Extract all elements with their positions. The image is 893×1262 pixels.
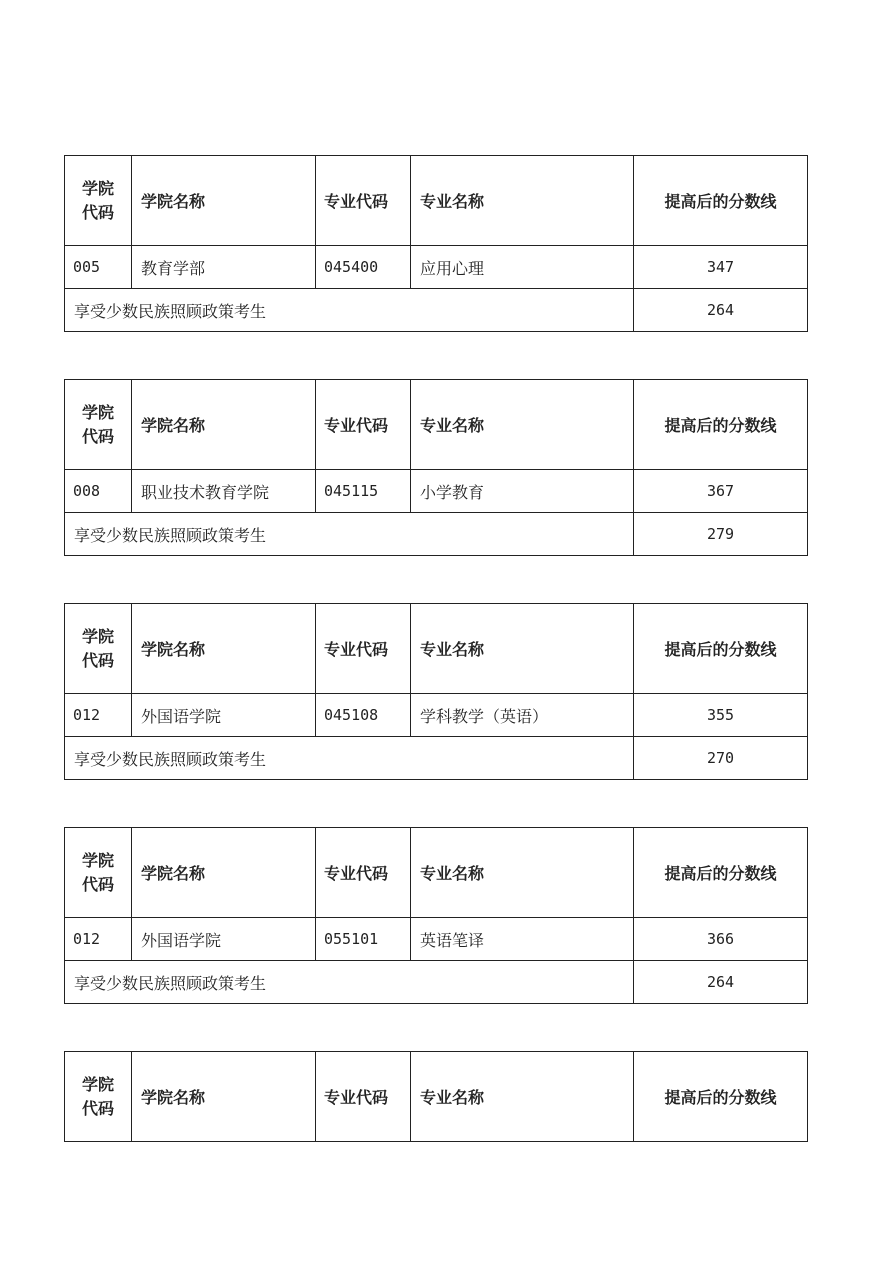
header-major-name: 专业名称	[411, 604, 634, 694]
header-major-code: 专业代码	[316, 828, 411, 918]
policy-label-cell: 享受少数民族照顾政策考生	[65, 513, 634, 556]
major-name-cell: 学科教学（英语）	[411, 694, 634, 737]
header-college-code: 学院 代码	[65, 604, 132, 694]
policy-score-cell: 279	[634, 513, 808, 556]
header-major-name: 专业名称	[411, 828, 634, 918]
major-name-cell: 英语笔译	[411, 918, 634, 961]
header-major-code: 专业代码	[316, 1052, 411, 1142]
score-cell: 367	[634, 470, 808, 513]
header-college-name: 学院名称	[132, 1052, 316, 1142]
table-header-row	[65, 156, 808, 246]
score-cell: 355	[634, 694, 808, 737]
table-row	[65, 918, 808, 961]
header-college-code: 学院 代码	[65, 828, 132, 918]
policy-label-cell: 享受少数民族照顾政策考生	[65, 289, 634, 332]
table-header-row	[65, 380, 808, 470]
table-header-row	[65, 828, 808, 918]
table-row	[65, 470, 808, 513]
table-row	[65, 694, 808, 737]
major-code-cell: 045115	[316, 470, 411, 513]
header-score: 提高后的分数线	[634, 380, 808, 470]
policy-row	[65, 289, 808, 332]
header-college-name: 学院名称	[132, 156, 316, 246]
policy-row	[65, 961, 808, 1004]
college-code-cell: 012	[65, 918, 132, 961]
header-college-code: 学院 代码	[65, 380, 132, 470]
policy-label-cell: 享受少数民族照顾政策考生	[65, 961, 634, 1004]
header-score: 提高后的分数线	[634, 156, 808, 246]
college-name-cell: 职业技术教育学院	[132, 470, 316, 513]
college-code-cell: 008	[65, 470, 132, 513]
score-table-4	[64, 827, 808, 1004]
header-college-code: 学院 代码	[65, 156, 132, 246]
header-major-code: 专业代码	[316, 380, 411, 470]
header-college-name: 学院名称	[132, 380, 316, 470]
policy-row	[65, 513, 808, 556]
score-table-1	[64, 155, 808, 332]
score-cell: 366	[634, 918, 808, 961]
header-score: 提高后的分数线	[634, 828, 808, 918]
college-code-cell: 005	[65, 246, 132, 289]
header-major-code: 专业代码	[316, 604, 411, 694]
score-table-2	[64, 379, 808, 556]
policy-score-cell: 264	[634, 289, 808, 332]
header-college-name: 学院名称	[132, 604, 316, 694]
header-college-code: 学院 代码	[65, 1052, 132, 1142]
policy-score-cell: 270	[634, 737, 808, 780]
header-major-code: 专业代码	[316, 156, 411, 246]
college-name-cell: 教育学部	[132, 246, 316, 289]
major-name-cell: 应用心理	[411, 246, 634, 289]
score-cell: 347	[634, 246, 808, 289]
college-name-cell: 外国语学院	[132, 918, 316, 961]
score-table-5	[64, 1051, 808, 1142]
header-score: 提高后的分数线	[634, 1052, 808, 1142]
header-college-name: 学院名称	[132, 828, 316, 918]
major-code-cell: 045108	[316, 694, 411, 737]
table-header-row	[65, 1052, 808, 1142]
major-code-cell: 055101	[316, 918, 411, 961]
policy-label-cell: 享受少数民族照顾政策考生	[65, 737, 634, 780]
score-table-3	[64, 603, 808, 780]
policy-score-cell: 264	[634, 961, 808, 1004]
major-name-cell: 小学教育	[411, 470, 634, 513]
college-name-cell: 外国语学院	[132, 694, 316, 737]
major-code-cell: 045400	[316, 246, 411, 289]
college-code-cell: 012	[65, 694, 132, 737]
table-row	[65, 246, 808, 289]
header-major-name: 专业名称	[411, 156, 634, 246]
header-score: 提高后的分数线	[634, 604, 808, 694]
header-major-name: 专业名称	[411, 1052, 634, 1142]
header-major-name: 专业名称	[411, 380, 634, 470]
policy-row	[65, 737, 808, 780]
table-header-row	[65, 604, 808, 694]
